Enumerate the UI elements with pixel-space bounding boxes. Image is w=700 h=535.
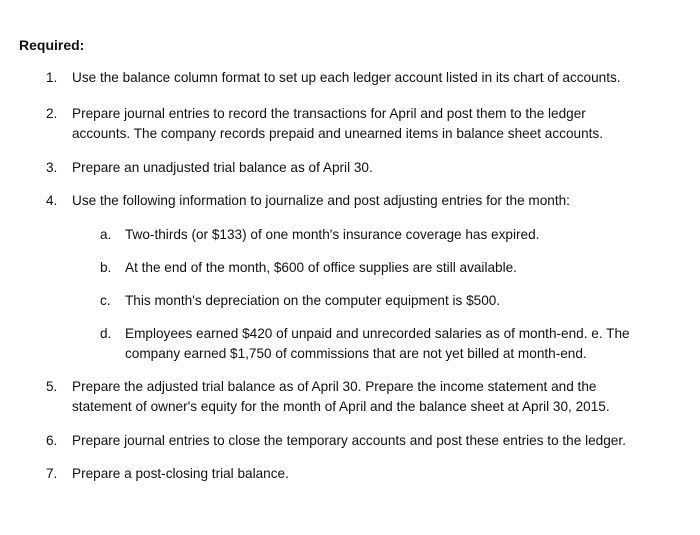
sub-item-text: company earned $1,750 of commissions that are not yet billed at month-end. — [125, 346, 587, 361]
item-number: 2. — [46, 106, 58, 121]
item-text: Prepare a post-closing trial balance. — [72, 466, 289, 481]
item-text: Use the following information to journalize and post adjusting entries for the month: — [72, 193, 570, 208]
item-text: Prepare journal entries to close the temporary accounts and post these entries to the ledger. — [72, 433, 626, 448]
sub-item-letter: b. — [100, 260, 112, 275]
sub-item-text: This month's depreciation on the computer equipment is $500. — [125, 293, 501, 308]
item-number: 1. — [46, 70, 58, 85]
required-heading: Required: — [19, 37, 85, 53]
item-text: Prepare journal entries to record the transactions for April and post them to the ledger — [72, 106, 586, 121]
sub-item-letter: d. — [100, 326, 112, 341]
item-number: 3. — [46, 160, 58, 175]
item-text: Prepare an unadjusted trial balance as of April 30. — [72, 160, 373, 175]
item-text: statement of owner's equity for the month of April and the balance sheet at April 30, 2015. — [72, 399, 610, 414]
sub-item-text: Two-thirds (or $133) of one month's insurance coverage has expired. — [125, 227, 540, 242]
item-text: accounts. The company records prepaid and unearned items in balance sheet accounts. — [72, 126, 603, 141]
item-number: 6. — [46, 433, 58, 448]
item-number: 4. — [46, 193, 58, 208]
item-number: 7. — [46, 466, 58, 481]
item-text: Prepare the adjusted trial balance as of April 30. Prepare the income statement and the — [72, 379, 597, 394]
item-number: 5. — [46, 379, 58, 394]
item-text: Use the balance column format to set up each ledger account listed in its chart of accounts. — [72, 70, 621, 85]
sub-item-text: Employees earned $420 of unpaid and unrecorded salaries as of month-end. e. The — [125, 326, 630, 341]
sub-item-letter: a. — [100, 227, 112, 242]
sub-item-text: At the end of the month, $600 of office supplies are still available. — [125, 260, 517, 275]
sub-item-letter: c. — [100, 293, 111, 308]
